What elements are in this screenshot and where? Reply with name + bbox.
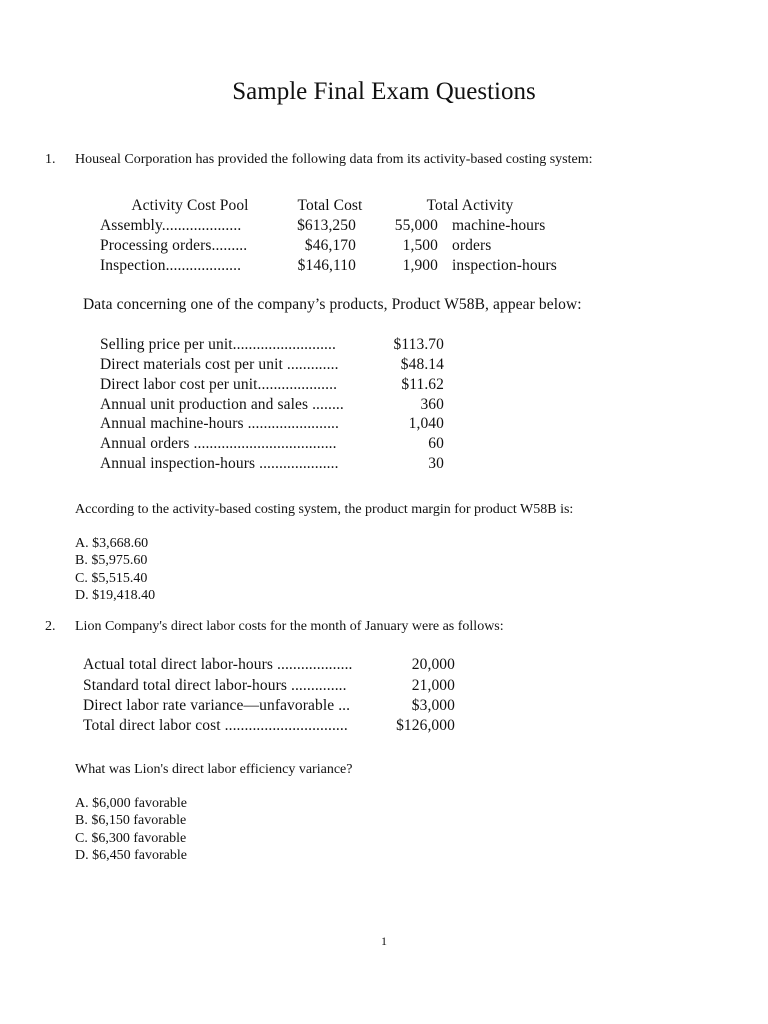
activity-unit: inspection-hours	[452, 257, 557, 274]
product-row	[100, 336, 450, 356]
activity-row	[100, 217, 580, 237]
activity-pool: Processing orders.........	[100, 237, 248, 254]
product-intro: Data concerning one of the company’s products, Product W58B, appear below:	[83, 296, 582, 313]
option-d[interactable]: D. $6,450 favorable	[75, 847, 187, 863]
question-2-options	[75, 795, 187, 864]
activity-row	[100, 257, 580, 277]
labor-value: 21,000	[411, 677, 455, 694]
product-row	[100, 415, 450, 435]
question-2-number: 2.	[45, 619, 56, 634]
option-a[interactable]: A. $6,000 favorable	[75, 796, 187, 811]
page-number: 1	[381, 934, 387, 948]
product-label: Annual machine-hours .......................	[100, 415, 340, 432]
option-c[interactable]: C. $5,515.40	[75, 570, 148, 586]
activity-pool: Inspection...................	[100, 257, 242, 274]
labor-label: Standard total direct labor-hours ..............	[83, 677, 347, 694]
activity-qty: 55,000	[394, 217, 438, 234]
product-value: $113.70	[393, 336, 444, 353]
header-total-activity: Total Activity	[426, 197, 514, 214]
question-1-options	[75, 535, 155, 604]
labor-value: $3,000	[411, 697, 455, 714]
header-total-cost: Total Cost	[297, 197, 363, 214]
product-row	[100, 356, 450, 376]
labor-label: Actual total direct labor-hours ...................	[83, 656, 353, 673]
activity-pool: Assembly....................	[100, 217, 242, 234]
product-row	[100, 376, 450, 396]
labor-label: Total direct labor cost ...............................	[83, 717, 348, 734]
header-activity-cost-pool: Activity Cost Pool	[131, 197, 249, 214]
product-label: Annual inspection-hours ....................	[100, 455, 339, 472]
product-row	[100, 396, 450, 416]
question-1-intro: Houseal Corporation has provided the following data from its activity-based costing system:	[75, 152, 593, 167]
option-d[interactable]: D. $19,418.40	[75, 587, 156, 603]
product-label: Direct materials cost per unit .............	[100, 356, 339, 373]
labor-row	[83, 656, 463, 676]
option-c[interactable]: C. $6,300 favorable	[75, 830, 187, 846]
product-label: Annual unit production and sales ........	[100, 396, 344, 413]
question-2-prompt: What was Lion's direct labor efficiency variance?	[75, 762, 353, 777]
activity-unit: orders	[452, 237, 492, 254]
activity-cost: $146,110	[297, 257, 356, 274]
question-1-number: 1.	[45, 152, 56, 167]
activity-unit: machine-hours	[452, 217, 546, 234]
labor-label: Direct labor rate variance—unfavorable ...	[83, 697, 351, 714]
labor-row	[83, 677, 463, 697]
product-label: Direct labor cost per unit....................	[100, 376, 338, 393]
activity-qty: 1,500	[402, 237, 438, 254]
option-b[interactable]: B. $5,975.60	[75, 553, 148, 569]
product-value: $48.14	[400, 356, 444, 373]
option-b[interactable]: B. $6,150 favorable	[75, 813, 187, 829]
activity-cost: $613,250	[297, 217, 356, 234]
product-label: Selling price per unit..........................	[100, 336, 336, 353]
product-value: 1,040	[408, 415, 444, 432]
product-label: Annual orders ....................................	[100, 435, 337, 452]
option-a[interactable]: A. $3,668.60	[75, 536, 149, 551]
product-value: 60	[428, 435, 444, 452]
product-value: $11.62	[401, 376, 444, 393]
labor-value: 20,000	[411, 656, 455, 673]
labor-row	[83, 717, 463, 737]
labor-value: $126,000	[396, 717, 455, 734]
product-row	[100, 435, 450, 455]
product-value: 30	[428, 455, 444, 472]
product-row	[100, 455, 450, 475]
question-2-intro: Lion Company's direct labor costs for the month of January were as follows:	[75, 619, 504, 634]
question-1-prompt: According to the activity-based costing system, the product margin for product W58B is:	[75, 502, 574, 517]
activity-cost: $46,170	[304, 237, 356, 254]
activity-table-header	[100, 197, 580, 217]
activity-qty: 1,900	[402, 257, 438, 274]
labor-row	[83, 697, 463, 717]
page-title: Sample Final Exam Questions	[232, 78, 536, 105]
product-value: 360	[420, 396, 444, 413]
activity-row	[100, 237, 580, 257]
